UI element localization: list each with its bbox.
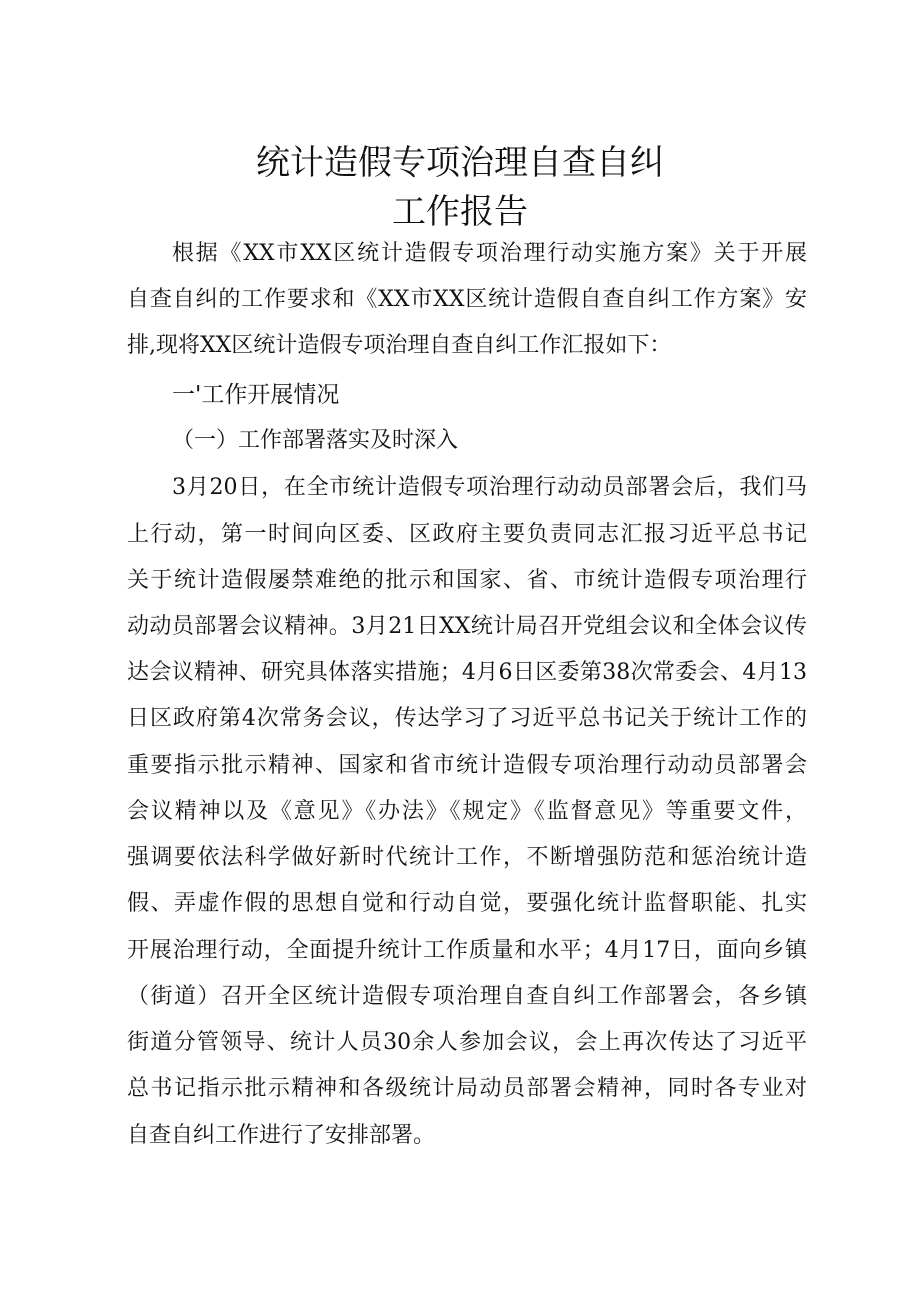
body-line: 关于统计造假屡禁难绝的批示和国家、省、市统计造假专项治理行 [127, 568, 807, 593]
body-line: 街道分管领导、统计人员30余人参加会议，会上再次传达了习近平 [127, 1030, 807, 1055]
subsection-heading: （一）工作部署落实及时深入 [172, 428, 459, 453]
document-title-line-1: 统计造假专项治理自查自纠 [256, 143, 664, 183]
body-line: 达会议精神、研究具体落实措施；4月6日区委第38次常委会、4月13 [127, 660, 807, 685]
body-line: 总书记指示批示精神和各级统计局动员部署会精神，同时各专业对 [127, 1076, 807, 1101]
body-line: 重要指示批示精神、国家和省市统计造假专项治理行动动员部署会 [127, 753, 807, 778]
intro-line: 根据《XX市XX区统计造假专项治理行动实施方案》关于开展 [172, 241, 807, 266]
body-line: 假、弄虚作假的思想自觉和行动自觉，要强化统计监督职能、扎实 [127, 891, 807, 916]
body-line: 强调要依法科学做好新时代统计工作，不断增强防范和惩治统计造 [127, 845, 807, 870]
intro-line: 排,现将XX区统计造假专项治理自查自纠工作汇报如下： [127, 333, 672, 358]
body-line: 会议精神以及《意见》《办法》《规定》《监督意见》等重要文件， [127, 799, 807, 824]
body-line: 自查自纠工作进行了安排部署。 [127, 1123, 436, 1148]
body-line: 动动员部署会议精神。3月21日XX统计局召开党组会议和全体会议传 [127, 614, 807, 639]
section-heading: 一'工作开展情况 [172, 382, 340, 408]
body-line: 开展治理行动，全面提升统计工作质量和水平；4月17日，面向乡镇 [127, 938, 807, 963]
body-line: 3月20日，在全市统计造假专项治理行动动员部署会后，我们马 [172, 475, 807, 500]
body-line: 上行动，第一时间向区委、区政府主要负责同志汇报习近平总书记 [127, 522, 807, 547]
document-title-line-2: 工作报告 [392, 192, 528, 232]
body-line: （街道）召开全区统计造假专项治理自查自纠工作部署会，各乡镇 [127, 984, 807, 1009]
body-line: 日区政府第4次常务会议，传达学习了习近平总书记关于统计工作的 [127, 706, 807, 731]
intro-line: 自查自纠的工作要求和《XX市XX区统计造假自查自纠工作方案》安 [127, 287, 807, 312]
